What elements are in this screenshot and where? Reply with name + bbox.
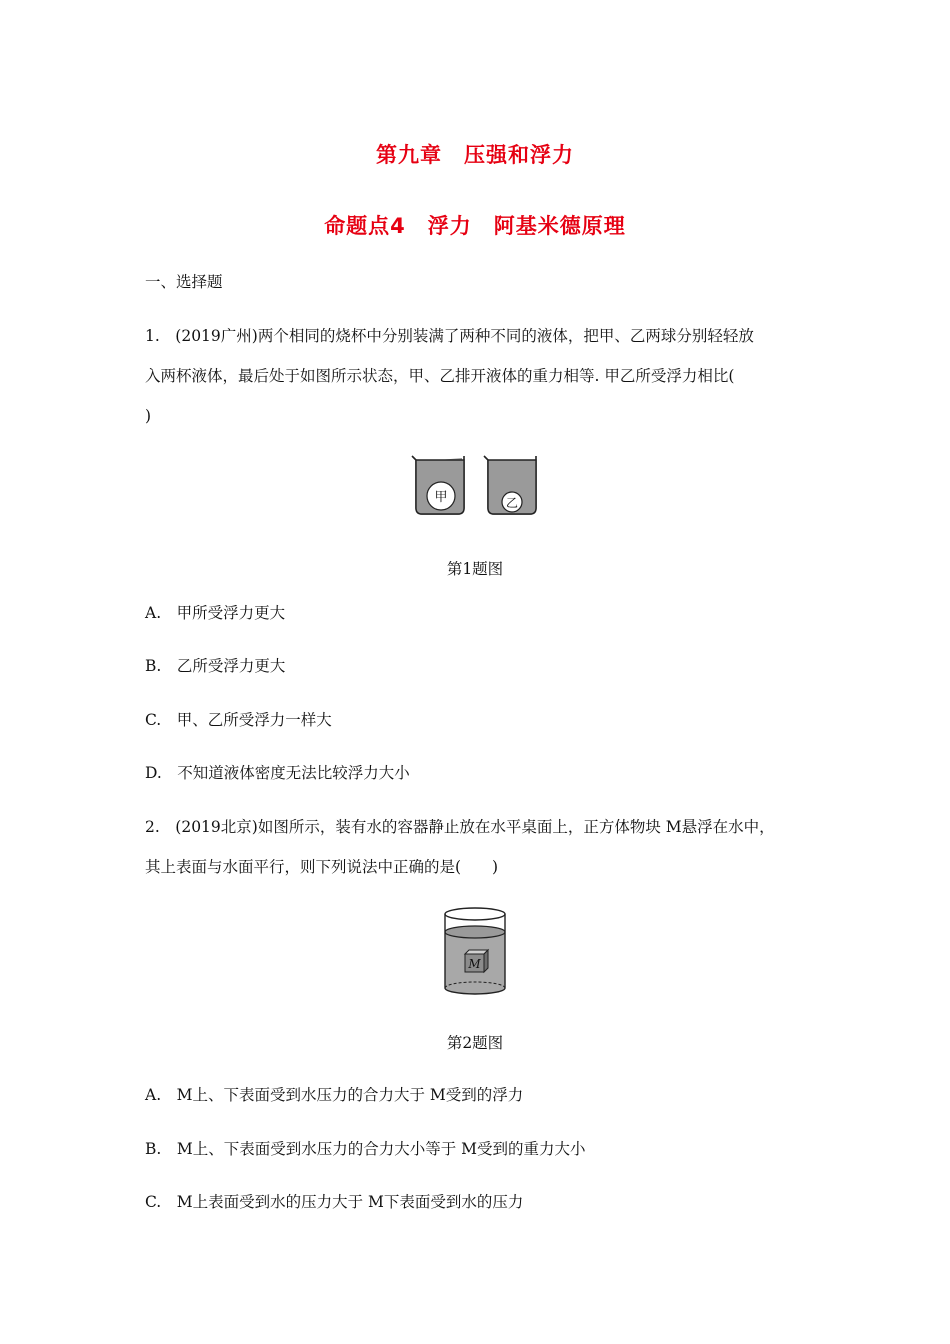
ball-b-label: 乙 bbox=[505, 496, 519, 510]
q1-figure-caption: 第1题图 bbox=[446, 560, 504, 578]
q2-text-line-2: 其上表面与水面平行，则下列说法中正确的是( ) bbox=[145, 858, 499, 876]
q2-option-c: C. M上表面受到水的压力大于 M下表面受到水的压力 bbox=[145, 1193, 524, 1211]
q1-option-b: B. 乙所受浮力更大 bbox=[145, 657, 286, 675]
q2-option-b: B. M上、下表面受到水压力的合力大小等于 M受到的重力大小 bbox=[145, 1140, 586, 1158]
q1-option-a: A. 甲所受浮力更大 bbox=[145, 604, 286, 622]
q2-option-a: A. M上、下表面受到水压力的合力大于 M受到的浮力 bbox=[145, 1086, 524, 1104]
part-heading: 一、选择题 bbox=[145, 273, 223, 291]
q1-option-c: C. 甲、乙所受浮力一样大 bbox=[145, 711, 332, 729]
section-title: 命题点4 浮力 阿基米德原理 bbox=[324, 214, 626, 238]
q2-figure-caption: 第2题图 bbox=[446, 1034, 504, 1052]
chapter-title: 第九章 压强和浮力 bbox=[376, 143, 574, 167]
ball-a-label: 甲 bbox=[434, 490, 448, 505]
q1-figure-beakers bbox=[408, 452, 544, 518]
q2-figure-container bbox=[440, 904, 510, 1000]
q1-text-line-1: 1. (2019广州)两个相同的烧杯中分别装满了两种不同的液体，把甲、乙两球分别轻轻放 bbox=[145, 327, 754, 345]
q1-option-d: D. 不知道液体密度无法比较浮力大小 bbox=[145, 764, 410, 782]
q2-text-line-1: 2. (2019北京)如图所示，装有水的容器静止放在水平桌面上，正方体物块 M悬浮在水中， bbox=[145, 818, 775, 836]
q1-text-line-2: 入两杯液体，最后处于如图所示状态，甲、乙排开液体的重力相等. 甲乙所受浮力相比( bbox=[145, 367, 735, 385]
beaker-a bbox=[412, 456, 464, 514]
q1-text-line-3: ) bbox=[145, 407, 152, 425]
container-rim bbox=[445, 908, 505, 920]
beaker-b bbox=[484, 456, 536, 514]
cube-m bbox=[465, 950, 488, 972]
cube-m-label: M bbox=[468, 957, 481, 971]
water-surface bbox=[445, 926, 505, 938]
